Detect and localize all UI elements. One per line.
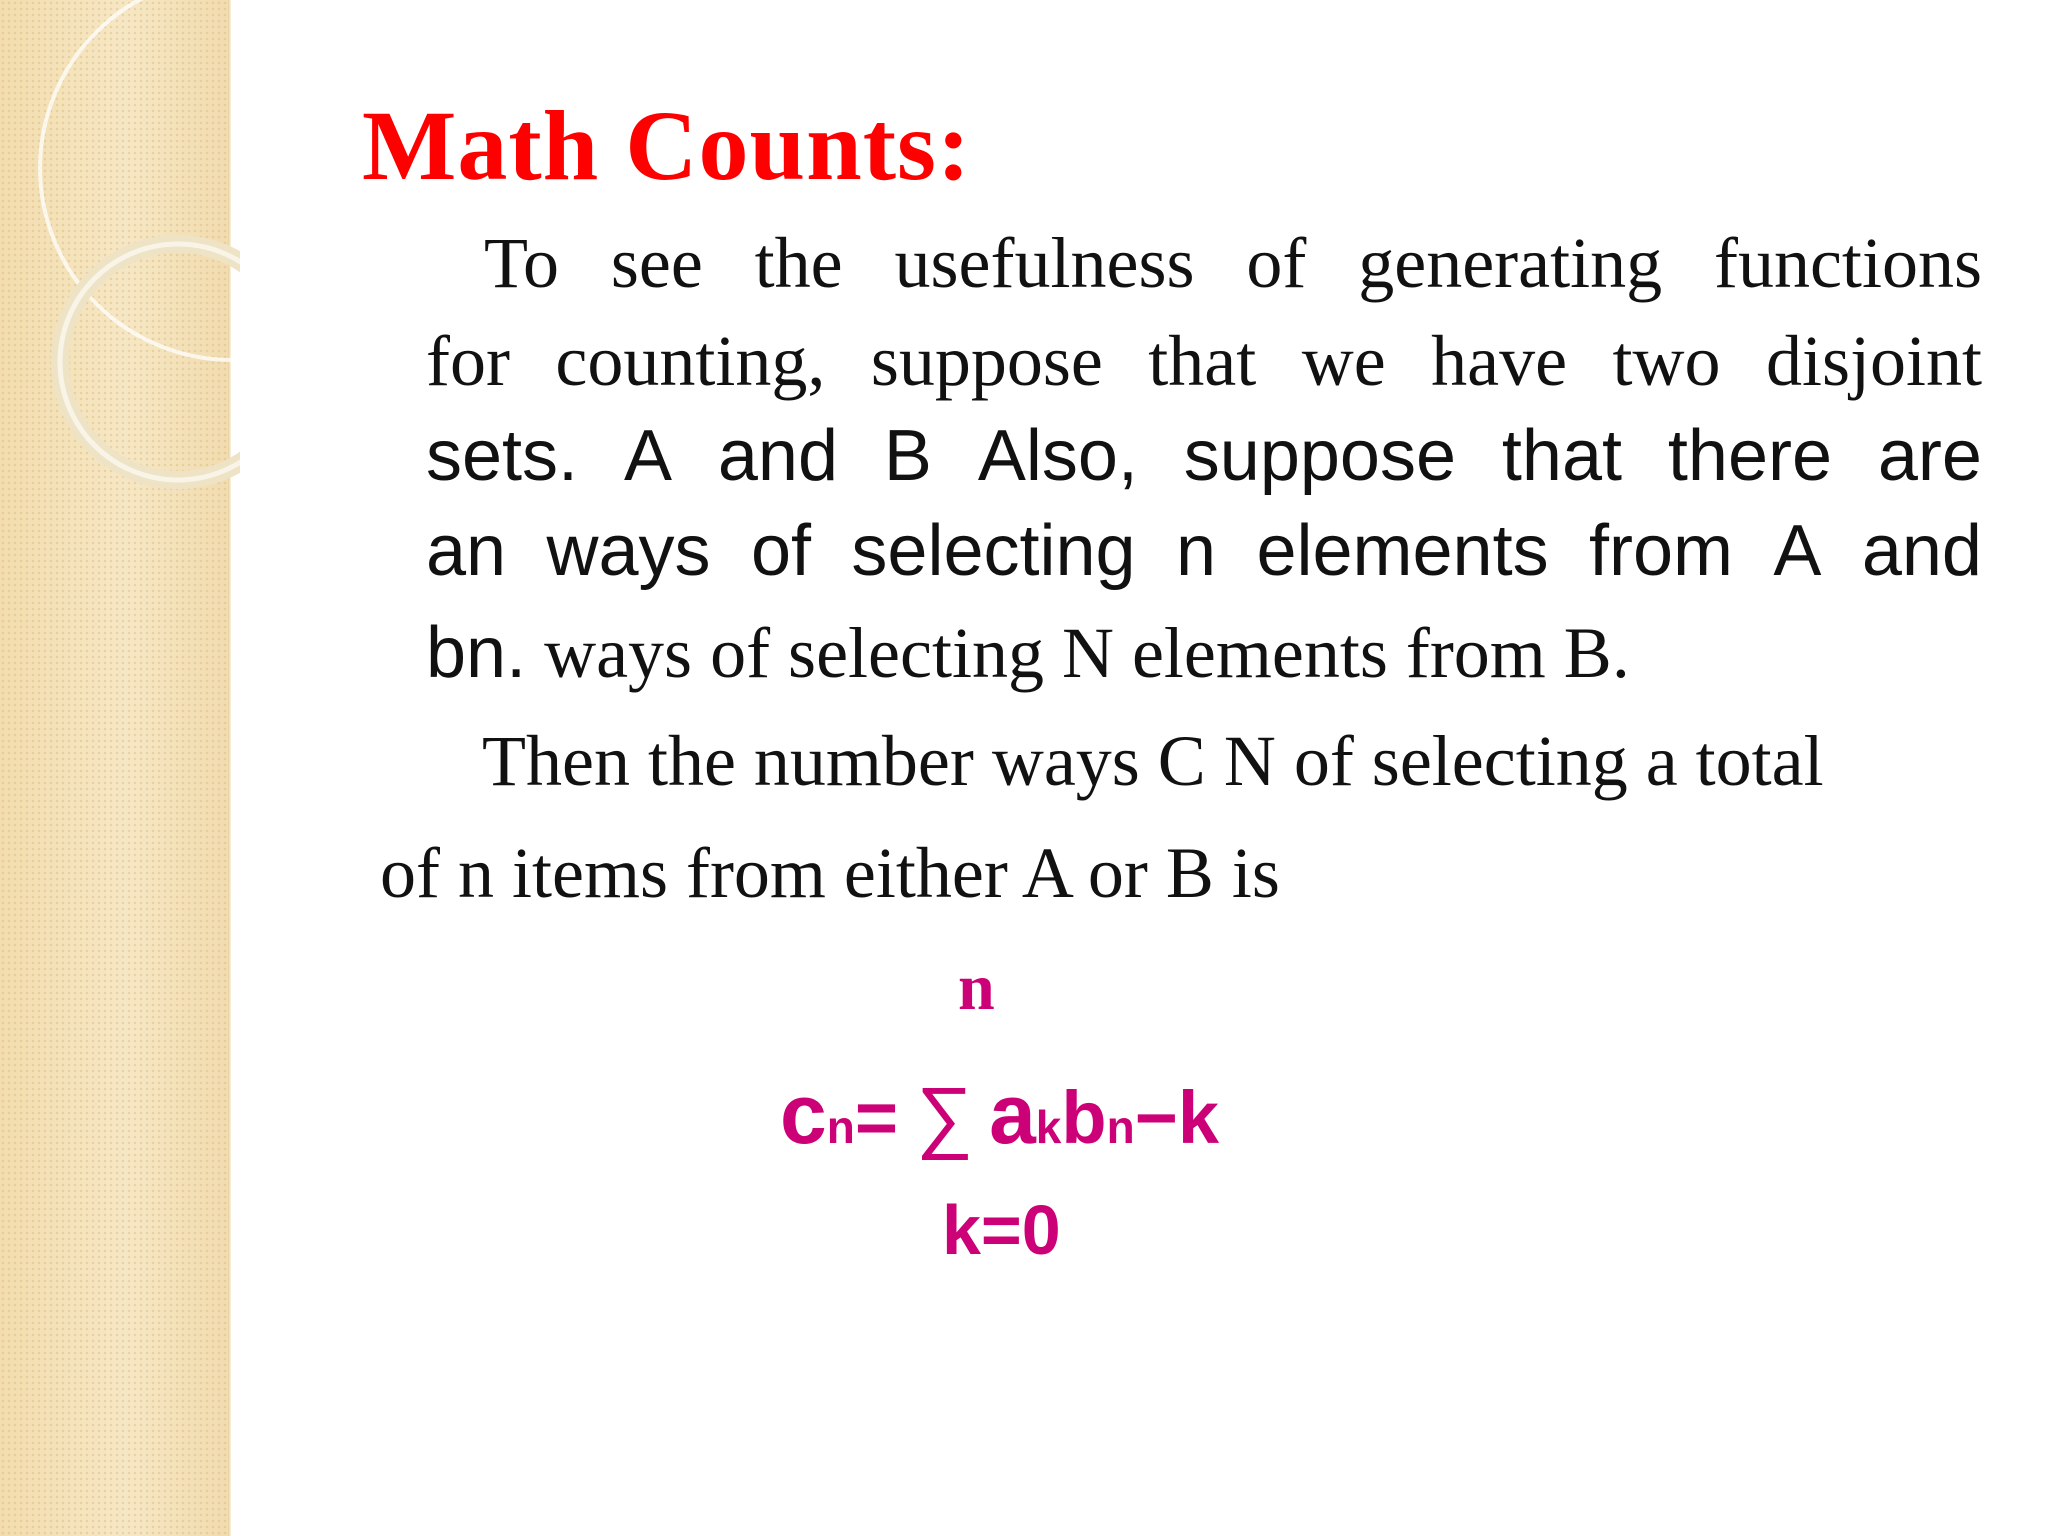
word: suppose — [1183, 416, 1457, 496]
paragraph1-line1 — [426, 222, 1982, 305]
word: functions — [1714, 223, 1982, 303]
sum-upper-limit: n — [958, 951, 995, 1024]
word: from — [1589, 511, 1733, 591]
word: of — [1246, 223, 1307, 303]
word: have — [1431, 321, 1568, 401]
term-a-subscript: k — [1035, 1101, 1062, 1153]
word: two — [1612, 321, 1721, 401]
word: that — [1501, 416, 1622, 496]
word: A — [623, 416, 672, 496]
sum-lower-limit: k=0 — [942, 1191, 1061, 1269]
word: see — [610, 223, 703, 303]
slide-title: Math Counts: — [362, 90, 972, 201]
sum-formula — [780, 1067, 1220, 1161]
paragraph2-line1: Then the number ways C N of selecting a total — [482, 721, 1824, 801]
word: and — [1861, 511, 1982, 591]
bn-text: bn. — [426, 613, 527, 693]
word: an — [426, 511, 507, 591]
paragraph1-line3 — [426, 415, 1982, 497]
word: there — [1667, 416, 1832, 496]
word: disjoint — [1765, 321, 1982, 401]
word: B — [883, 416, 932, 496]
word: A — [1773, 511, 1822, 591]
paragraph1-line5 — [426, 612, 1982, 695]
word: ways — [546, 511, 711, 591]
paragraph2-line2: of n items from either A or B is — [380, 833, 1280, 913]
word: the — [754, 223, 843, 303]
term-b-subscript: n — [1106, 1101, 1135, 1153]
word: are — [1877, 416, 1982, 496]
word: suppose — [870, 321, 1103, 401]
lhs-subscript: n — [826, 1101, 855, 1153]
sigma-symbol: ∑ — [916, 1071, 974, 1160]
word: of — [750, 511, 811, 591]
word: sets. — [426, 416, 579, 496]
word: n — [1175, 511, 1217, 591]
lhs-base: c — [780, 1067, 827, 1161]
paragraph1-line2 — [426, 320, 1982, 403]
word: Also, — [977, 416, 1138, 496]
word: To — [484, 223, 559, 303]
paragraph1-line4 — [426, 510, 1982, 592]
term-a: a — [989, 1067, 1036, 1161]
word: selecting — [851, 511, 1136, 591]
word: generating — [1358, 223, 1663, 303]
equals-sign: = — [854, 1076, 899, 1159]
term-tail: −k — [1134, 1076, 1220, 1159]
word: counting, — [555, 321, 826, 401]
word: we — [1301, 321, 1386, 401]
word: elements — [1256, 511, 1549, 591]
word: for — [426, 321, 510, 401]
word: usefulness — [894, 223, 1195, 303]
word: and — [717, 416, 839, 496]
decorative-rings — [0, 0, 240, 520]
line5-rest: ways of selecting N elements from B. — [526, 613, 1630, 693]
word: that — [1148, 321, 1257, 401]
term-b: b — [1061, 1076, 1107, 1159]
small-ring — [60, 244, 240, 480]
